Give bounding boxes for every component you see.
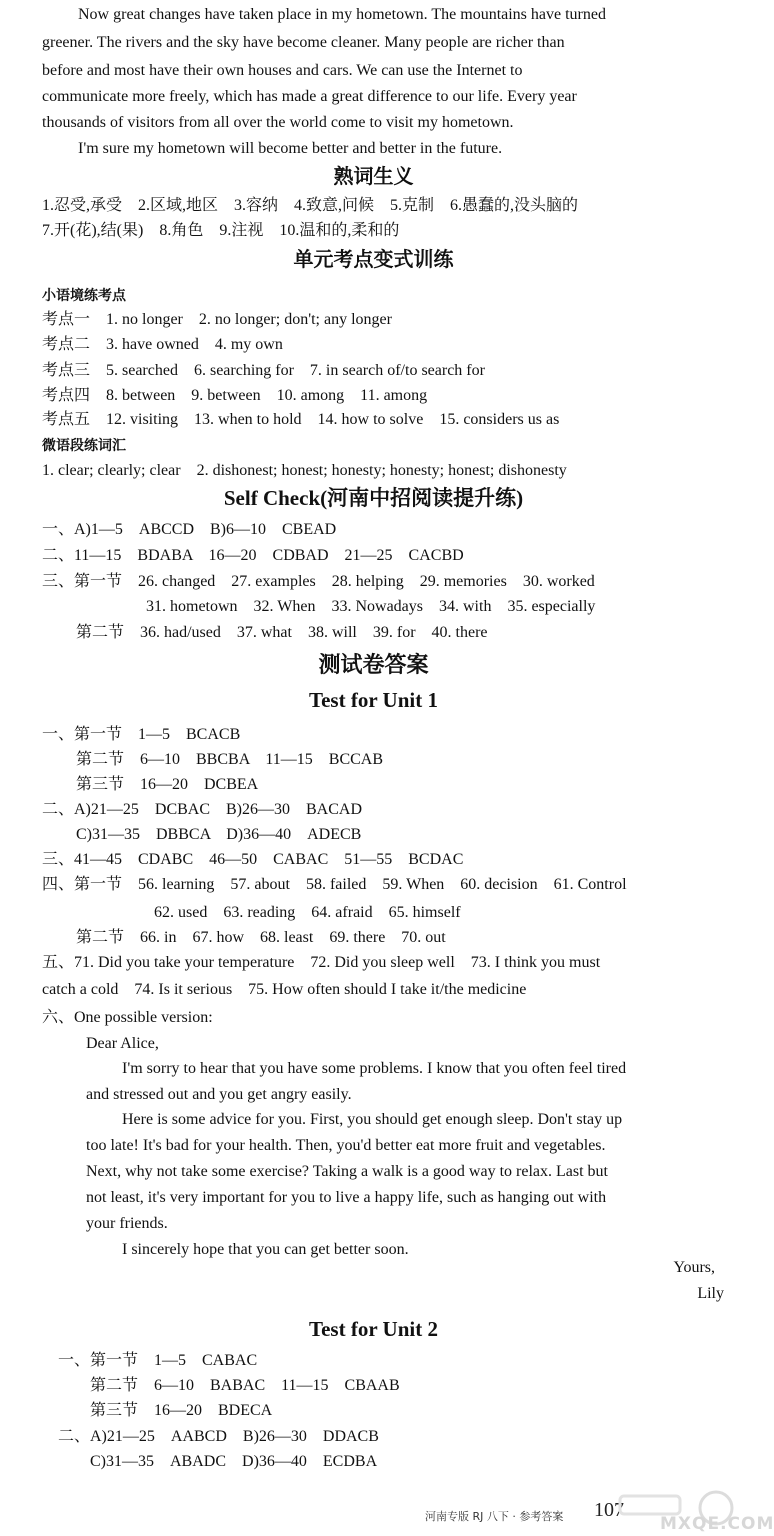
letter-line: too late! It's bad for your health. Then, you'd better eat more fruit and vegetables. <box>86 1137 606 1154</box>
watermark-text: MXQE.COM <box>660 1514 774 1534</box>
passage-line: communicate more freely, which has made a great difference to our life. Every year <box>42 88 577 105</box>
letter-line: I'm sorry to hear that you have some problems. I know that you often feel tired <box>122 1060 627 1077</box>
letter-closing: Yours, <box>673 1259 715 1276</box>
point-line: 考点一 1. no longer 2. no longer; don't; any longer <box>42 311 392 328</box>
unit1-line: 二、A)21—25 DCBAC B)26—30 BACAD <box>42 801 363 818</box>
subhead-paragraph: 微语段练词汇 <box>42 438 126 454</box>
selfcheck-line: 三、第一节 26. changed 27. examples 28. helping 29. memories 30. worked <box>42 573 595 590</box>
letter-greeting: Dear Alice, <box>86 1035 159 1052</box>
selfcheck-line: 一、A)1—5 ABCCD B)6—10 CBEAD <box>42 521 337 538</box>
unit1-line: 五、71. Did you take your temperature 72. Did you sleep well 73. I think you must <box>42 954 601 971</box>
letter-line: I sincerely hope that you can get better soon. <box>122 1241 409 1258</box>
unit1-line: C)31—35 DBBCA D)36—40 ADECB <box>76 826 362 843</box>
unit2-line: 一、第一节 1—5 CABAC <box>58 1352 258 1369</box>
passage-line: thousands of visitors from all over the world come to visit my hometown. <box>42 114 514 131</box>
unit2-title: Test for Unit 2 <box>309 1317 438 1341</box>
subhead-context: 小语境练考点 <box>42 288 126 304</box>
unit1-line: 第二节 6—10 BBCBA 11—15 BCCAB <box>76 751 384 768</box>
unit1-line: 第三节 16—20 DCBEA <box>76 776 259 793</box>
selfcheck-line: 31. hometown 32. When 33. Nowadays 34. with 35. especially <box>146 598 596 615</box>
passage-line: I'm sure my hometown will become better and better in the future. <box>78 140 503 157</box>
unit2-line: C)31—35 ABADC D)36—40 ECDBA <box>90 1453 378 1470</box>
unit1-line: 四、第一节 56. learning 57. about 58. failed 59. When 60. decision 61. Control <box>42 876 627 893</box>
vocab-line: 7.开(花),结(果) 8.角色 9.注视 10.温和的,柔和的 <box>42 222 400 239</box>
footer-label: 河南专版 RJ 八下 · 参考答案 <box>425 1510 564 1523</box>
letter-line: Here is some advice for you. First, you should get enough sleep. Don't stay up <box>122 1111 623 1128</box>
passage-line: Now great changes have taken place in my hometown. The mountains have turned <box>78 6 606 23</box>
unit1-line: catch a cold 74. Is it serious 75. How often should I take it/the medicine <box>42 981 527 998</box>
point-line: 考点三 5. searched 6. searching for 7. in search of/to search for <box>42 362 485 379</box>
unit2-line: 第二节 6—10 BABAC 11—15 CBAAB <box>90 1377 400 1394</box>
passage-line: before and most have their own houses and cars. We can use the Internet to <box>42 62 523 79</box>
letter-line: and stressed out and you get angry easily. <box>86 1086 352 1103</box>
unit1-line: 62. used 63. reading 64. afraid 65. himself <box>154 904 461 921</box>
letter-line: not least, it's very important for you to live a happy life, such as hanging out with <box>86 1189 607 1206</box>
section-title-selfcheck: Self Check(河南中招阅读提升练) <box>223 486 524 510</box>
selfcheck-line: 二、11—15 BDABA 16—20 CDBAD 21—25 CACBD <box>42 547 464 564</box>
passage-line: greener. The rivers and the sky have become cleaner. Many people are richer than <box>42 34 565 51</box>
unit2-line: 二、A)21—25 AABCD B)26—30 DDACB <box>58 1428 379 1445</box>
unit1-title: Test for Unit 1 <box>309 688 438 712</box>
unit1-line: 一、第一节 1—5 BCACB <box>42 726 241 743</box>
selfcheck-line: 第二节 36. had/used 37. what 38. will 39. for 40. there <box>76 624 488 641</box>
point-line: 考点五 12. visiting 13. when to hold 14. how to solve 15. considers us as <box>42 411 560 428</box>
section-title-test: 测试卷答案 <box>318 653 429 678</box>
unit1-line: 六、One possible version: <box>42 1009 213 1026</box>
point-line: 考点四 8. between 9. between 10. among 11. among <box>42 387 428 404</box>
letter-line: your friends. <box>86 1215 168 1232</box>
point-line: 考点二 3. have owned 4. my own <box>42 336 283 353</box>
letter-signature: Lily <box>697 1285 724 1302</box>
section-title-vocab: 熟词生义 <box>333 164 414 188</box>
unit1-line: 三、41—45 CDABC 46—50 CABAC 51—55 BCDAC <box>42 851 464 868</box>
page-number: 107 <box>594 1499 624 1521</box>
vocab-practice-line: 1. clear; clearly; clear 2. dishonest; honest; honesty; honesty; honest; dishonesty <box>42 462 567 479</box>
unit2-line: 第三节 16—20 BDECA <box>90 1402 273 1419</box>
vocab-line: 1.忍受,承受 2.区域,地区 3.容纳 4.致意,问候 5.克制 6.愚蠢的,没头脑的 <box>42 197 579 214</box>
section-title-unit: 单元考点变式训练 <box>293 247 454 271</box>
letter-line: Next, why not take some exercise? Taking a walk is a good way to relax. Last but <box>86 1163 608 1180</box>
unit1-line: 第二节 66. in 67. how 68. least 69. there 70. out <box>76 929 446 946</box>
